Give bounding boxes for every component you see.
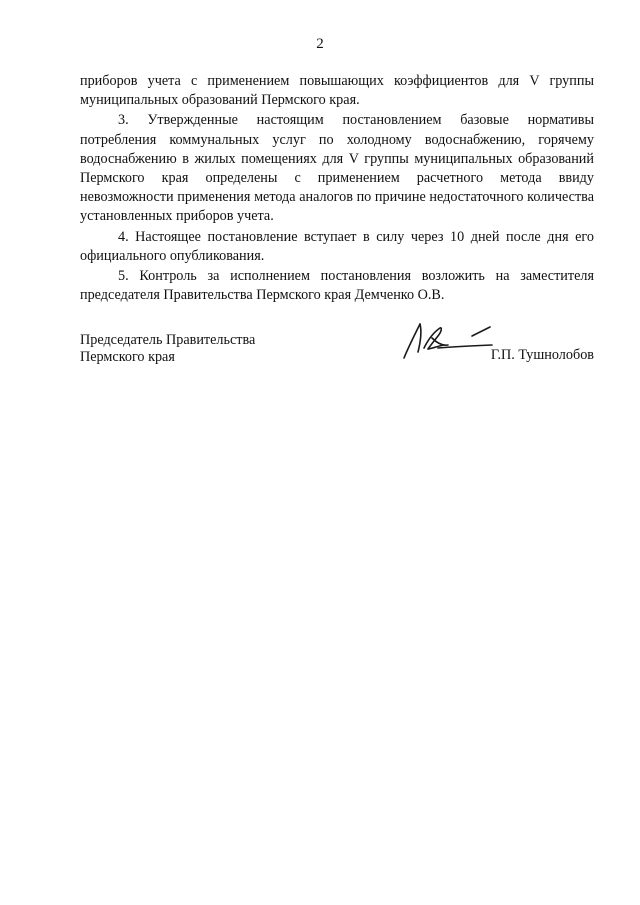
signer-title-line-2: Пермского края	[80, 349, 175, 365]
handwritten-signature	[398, 318, 498, 360]
signer-title	[80, 332, 255, 366]
document-body	[80, 72, 594, 306]
signature-block	[80, 332, 594, 372]
signer-title-line-1: Председатель Правительства	[80, 332, 256, 348]
paragraph-continuation: приборов учета с применением повышающих коэффициентов для V группы муниципальных образований Пермского края.	[80, 73, 594, 109]
paragraph-3: 3. Утвержденные настоящим постановлением базовые нормативы потребления коммунальных услуг по холодному водоснабжению, горячему водоснабжению в жилых помещениях для V группы муниципальных образований Пермского края определены с применением расчетного метода ввиду невозможности применения метода аналогов по причине недостаточного количества установленных приборов учета.	[80, 112, 594, 225]
page-number: 2	[316, 36, 324, 52]
paragraph-4: 4. Настоящее постановление вступает в силу через 10 дней после дня его официального опубликования.	[80, 228, 594, 264]
paragraph-5: 5. Контроль за исполнением постановления возложить на заместителя председателя Правительства Пермского края Демченко О.В.	[80, 268, 594, 304]
signer-name: Г.П. Тушнолобов	[490, 347, 594, 363]
